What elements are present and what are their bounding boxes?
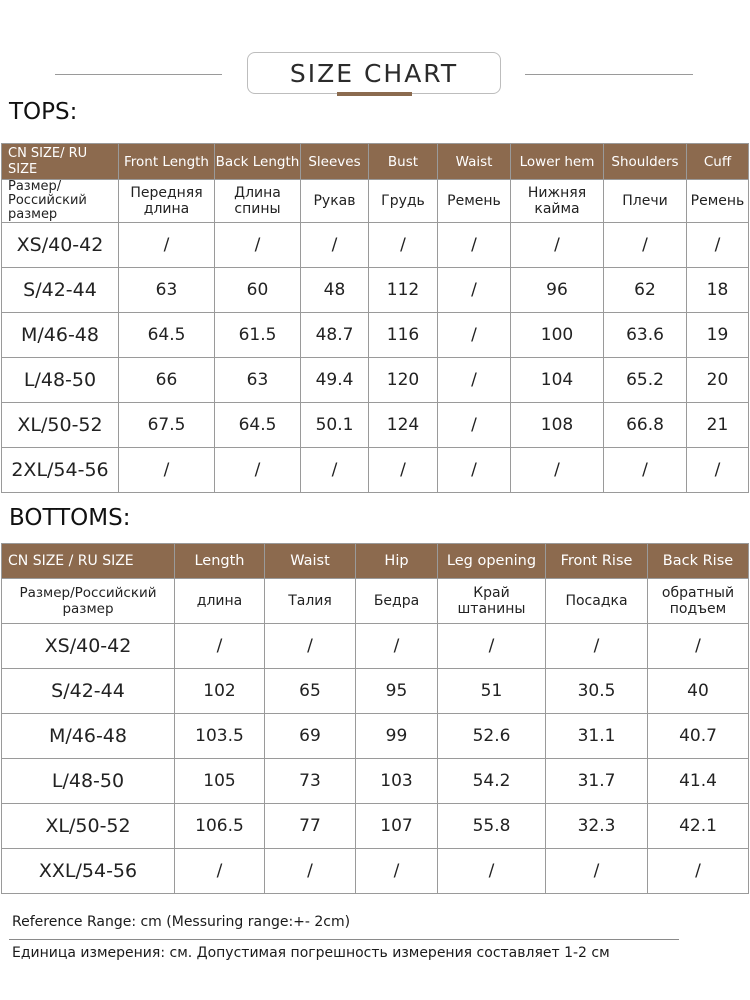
table-cell: 19 [687, 313, 749, 358]
tops-col-lower-hem: Lower hem [511, 144, 604, 180]
table-cell: / [265, 849, 356, 894]
title-box [247, 52, 501, 94]
table-cell: / [215, 448, 301, 493]
header-line-left [55, 74, 222, 75]
tops-ru-col: Грудь [369, 180, 438, 223]
table-cell: 106.5 [175, 804, 265, 849]
table-cell: 31.7 [546, 759, 648, 804]
table-cell: 55.8 [438, 804, 546, 849]
table-cell: 120 [369, 358, 438, 403]
tops-ru-col: Длина спины [215, 180, 301, 223]
tops-col-waist: Waist [438, 144, 511, 180]
bottoms-col-waist: Waist [265, 544, 356, 579]
tops-col-cuff: Cuff [687, 144, 749, 180]
table-cell: 99 [356, 714, 438, 759]
table-cell: / [438, 358, 511, 403]
table-cell: 100 [511, 313, 604, 358]
table-row [2, 268, 749, 313]
table-cell: 32.3 [546, 804, 648, 849]
table-cell: / [119, 223, 215, 268]
table-cell: / [648, 624, 749, 669]
table-cell: / [648, 849, 749, 894]
table-cell: 108 [511, 403, 604, 448]
table-cell: 63 [215, 358, 301, 403]
table-cell: / [369, 448, 438, 493]
table-row [2, 849, 749, 894]
size-label: XL/50-52 [2, 804, 175, 849]
bottoms-col-leg-opening: Leg opening [438, 544, 546, 579]
tops-ru-col: Передняя длина [119, 180, 215, 223]
table-cell: / [356, 624, 438, 669]
size-label: L/48-50 [2, 358, 119, 403]
size-label: XS/40-42 [2, 624, 175, 669]
table-cell: 49.4 [301, 358, 369, 403]
tops-ru-col: Плечи [604, 180, 687, 223]
title-underline [337, 92, 412, 96]
bottoms-ru-col: Край штанины [438, 579, 546, 624]
table-cell: 103.5 [175, 714, 265, 759]
bottoms-col-length: Length [175, 544, 265, 579]
header-line-right [525, 74, 693, 75]
table-row [2, 804, 749, 849]
table-row [2, 223, 749, 268]
table-cell: 21 [687, 403, 749, 448]
size-chart-header [0, 52, 750, 98]
table-cell: / [356, 849, 438, 894]
table-cell: 73 [265, 759, 356, 804]
bottoms-ru-col: Талия [265, 579, 356, 624]
size-label: L/48-50 [2, 759, 175, 804]
table-cell: / [175, 624, 265, 669]
tops-heading: TOPS: [9, 99, 78, 125]
table-cell: / [438, 223, 511, 268]
table-row [2, 759, 749, 804]
table-cell: 31.1 [546, 714, 648, 759]
table-cell: / [369, 223, 438, 268]
table-cell: 66.8 [604, 403, 687, 448]
table-cell: 64.5 [119, 313, 215, 358]
tops-col-front-length: Front Length [119, 144, 215, 180]
table-cell: 77 [265, 804, 356, 849]
table-row [2, 358, 749, 403]
table-cell: 41.4 [648, 759, 749, 804]
size-label: S/42-44 [2, 268, 119, 313]
table-cell: 95 [356, 669, 438, 714]
reference-range-ru: Единица измерения: см. Допустимая погрешность измерения составляет 1-2 см [12, 945, 610, 961]
tops-ru-col: Рукав [301, 180, 369, 223]
table-cell: / [438, 448, 511, 493]
bottoms-ru-col: Размер/Российский размер [2, 579, 175, 624]
bottoms-col-back-rise: Back Rise [648, 544, 749, 579]
bottoms-table [1, 543, 749, 894]
table-cell: 64.5 [215, 403, 301, 448]
table-cell: 105 [175, 759, 265, 804]
table-cell: 69 [265, 714, 356, 759]
table-cell: 63.6 [604, 313, 687, 358]
table-cell: / [511, 223, 604, 268]
table-row [2, 313, 749, 358]
table-cell: 30.5 [546, 669, 648, 714]
table-row [2, 403, 749, 448]
footer-divider [9, 939, 679, 940]
table-cell: 50.1 [301, 403, 369, 448]
bottoms-col-front-rise: Front Rise [546, 544, 648, 579]
table-cell: / [546, 849, 648, 894]
table-cell: / [438, 313, 511, 358]
table-row [2, 624, 749, 669]
table-cell: 96 [511, 268, 604, 313]
table-cell: / [438, 624, 546, 669]
tops-ru-col: Ремень [438, 180, 511, 223]
table-cell: / [546, 624, 648, 669]
size-label: S/42-44 [2, 669, 175, 714]
table-cell: 18 [687, 268, 749, 313]
tops-ru-col: Нижняя кайма [511, 180, 604, 223]
table-cell: / [438, 268, 511, 313]
tops-col-back-length: Back Length [215, 144, 301, 180]
bottoms-col-hip: Hip [356, 544, 438, 579]
table-cell: / [687, 223, 749, 268]
bottoms-col-cn-size: CN SIZE / RU SIZE [2, 544, 175, 579]
table-cell: / [438, 849, 546, 894]
size-label: M/46-48 [2, 714, 175, 759]
table-cell: 52.6 [438, 714, 546, 759]
table-row [2, 448, 749, 493]
tops-ru-col: Размер/ Российский размер [2, 180, 119, 223]
size-label: XL/50-52 [2, 403, 119, 448]
bottoms-ru-col: Посадка [546, 579, 648, 624]
table-cell: 60 [215, 268, 301, 313]
bottoms-ru-header-row [2, 579, 749, 624]
size-label: XS/40-42 [2, 223, 119, 268]
table-cell: 51 [438, 669, 546, 714]
tops-ru-header-row [2, 180, 749, 223]
tops-col-cn-size: CN SIZE/ RU SIZE [2, 144, 119, 180]
table-cell: 48 [301, 268, 369, 313]
table-cell: 42.1 [648, 804, 749, 849]
bottoms-ru-col: длина [175, 579, 265, 624]
tops-col-sleeves: Sleeves [301, 144, 369, 180]
size-label: XXL/54-56 [2, 849, 175, 894]
tops-col-shoulders: Shoulders [604, 144, 687, 180]
table-cell: 65 [265, 669, 356, 714]
table-cell: 20 [687, 358, 749, 403]
table-cell: 103 [356, 759, 438, 804]
table-cell: 62 [604, 268, 687, 313]
table-cell: 48.7 [301, 313, 369, 358]
table-cell: / [687, 448, 749, 493]
tops-col-bust: Bust [369, 144, 438, 180]
table-cell: 40 [648, 669, 749, 714]
table-cell: / [301, 223, 369, 268]
table-cell: 104 [511, 358, 604, 403]
table-cell: 124 [369, 403, 438, 448]
tops-ru-col: Ремень [687, 180, 749, 223]
table-row [2, 669, 749, 714]
bottoms-heading: BOTTOMS: [9, 505, 131, 531]
table-cell: 61.5 [215, 313, 301, 358]
table-cell: / [301, 448, 369, 493]
table-cell: / [119, 448, 215, 493]
table-cell: / [604, 448, 687, 493]
table-cell: 40.7 [648, 714, 749, 759]
table-cell: / [265, 624, 356, 669]
table-cell: 102 [175, 669, 265, 714]
table-cell: / [604, 223, 687, 268]
bottoms-header-row [2, 544, 749, 579]
tops-header-row [2, 144, 749, 180]
table-cell: 63 [119, 268, 215, 313]
reference-range-en: Reference Range: cm (Messuring range:+- 2cm) [12, 914, 351, 930]
table-cell: 54.2 [438, 759, 546, 804]
bottoms-ru-col: Бедра [356, 579, 438, 624]
page-title: SIZE CHART [289, 58, 459, 88]
tops-table [1, 143, 749, 493]
table-cell: 107 [356, 804, 438, 849]
table-row [2, 714, 749, 759]
bottoms-ru-col: обратный подъем [648, 579, 749, 624]
table-cell: 112 [369, 268, 438, 313]
table-cell: 66 [119, 358, 215, 403]
table-cell: 65.2 [604, 358, 687, 403]
size-label: M/46-48 [2, 313, 119, 358]
table-cell: / [175, 849, 265, 894]
table-cell: 116 [369, 313, 438, 358]
size-label: 2XL/54-56 [2, 448, 119, 493]
table-cell: / [215, 223, 301, 268]
table-cell: 67.5 [119, 403, 215, 448]
table-cell: / [438, 403, 511, 448]
table-cell: / [511, 448, 604, 493]
